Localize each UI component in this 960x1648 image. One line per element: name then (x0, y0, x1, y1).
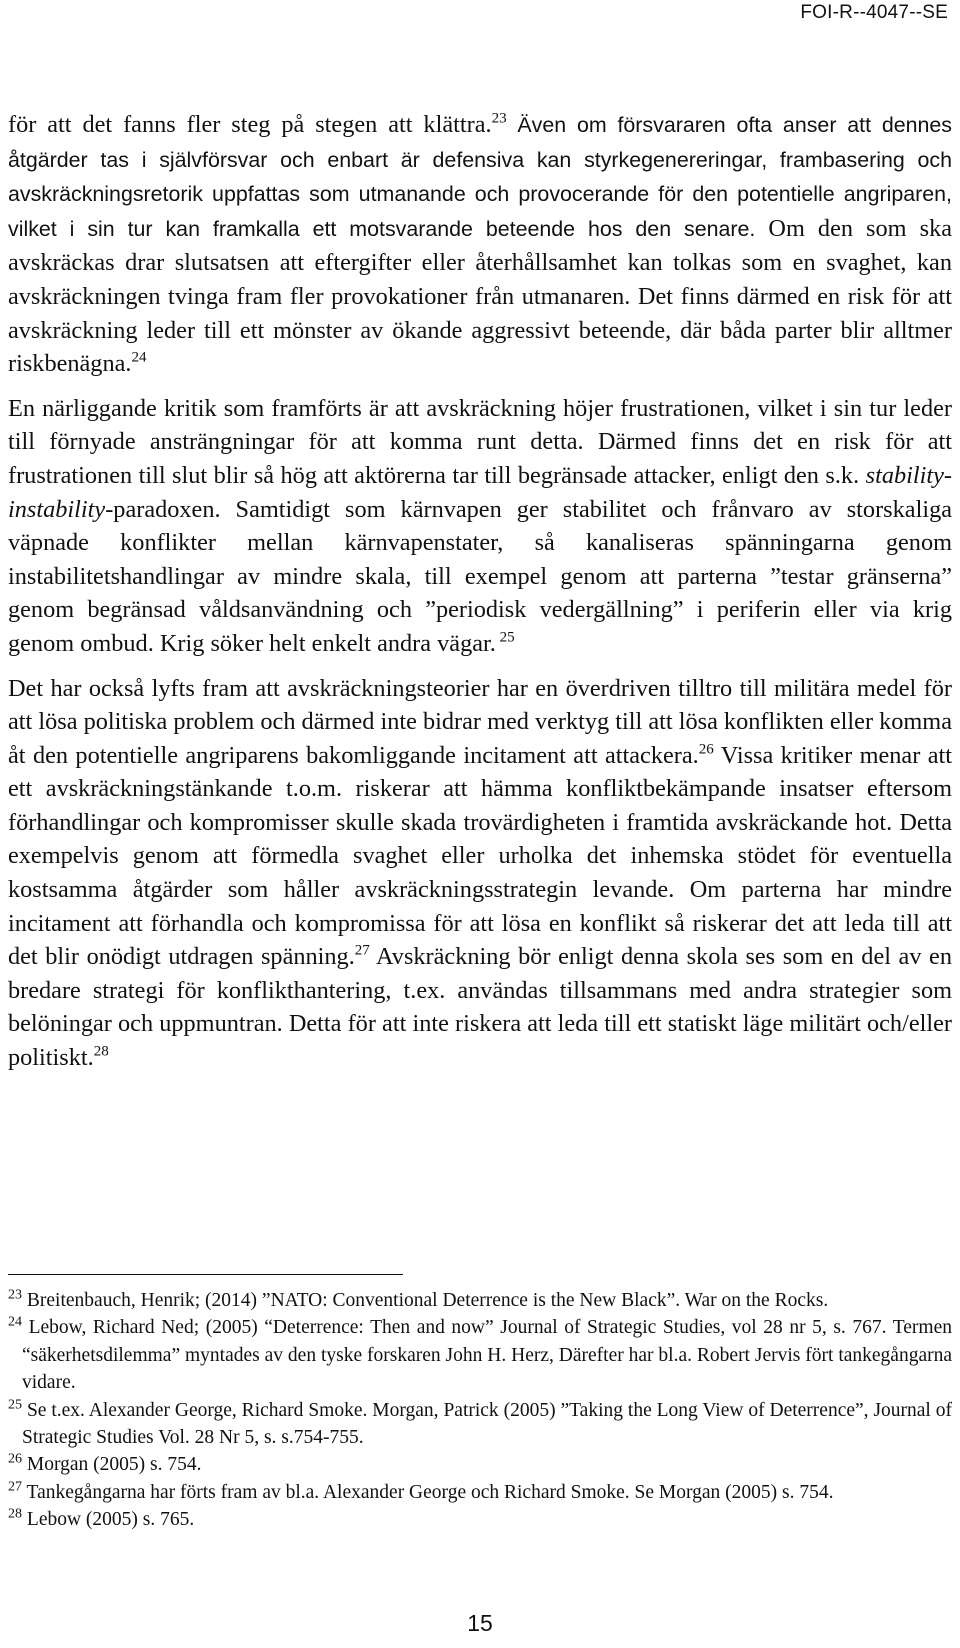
footnote-27 (8, 1479, 952, 1506)
footnote-24 (8, 1314, 952, 1396)
footnote-number: 24 (8, 1313, 23, 1330)
paragraph-3-text-b: Vissa kritiker menar att ett avskräckningstänkande t.o.m. riskerar att hämma konfliktbekämpande insatser eftersom förhandlingar och kompromisser skulle skada trovärdigheten i framtida avskräckande hot. Detta exempelvis genom att förmedla svaghet eller urholka det inhemska stödet för eventuella kostsamma åtgärder som håller avskräckningsstrategin levande. Om parterna har mindre incitament att förhandla och kompromissa för att lösa en konflikt så riskerar det att leda till att det blir onödigt utdragen spänning. (8, 741, 952, 971)
footnote-text: Breitenbauch, Henrik; (2014) ”NATO: Conventional Deterrence is the New Black”. War on the Rocks. (22, 1290, 829, 1311)
paragraph-1-text-a: för att det fanns fler steg på stegen att klättra. (8, 111, 492, 138)
footnote-ref-25[interactable]: 25 (495, 629, 515, 646)
footnote-ref-27[interactable]: 27 (354, 942, 370, 959)
footnote-number: 27 (8, 1478, 23, 1495)
page-number: 15 (467, 1610, 493, 1636)
paragraph-2-text-a: En närliggande kritik som framförts är att avskräckning höjer frustrationen, vilket i sin tur leder till förnyade ansträngningar för att komma runt detta. Därmed finns det en risk för att frustrationen till slut blir så hög att aktörerna tar till begränsade attacker, enligt den s.k. (8, 394, 952, 489)
paragraph-1-text-b: Även om försvararen ofta anser att dennes åtgärder tas i självförsvar och enbart är defensiva kan styrkegenereringar, frambasering och avskräckningsretorik uppfattas som utmanande och provocerande för den potentielle angriparen, vilket i sin tur kan framkalla ett motsvarande beteende hos den senare. (8, 113, 952, 241)
paragraph-3-text-c: Avskräckning bör enligt denna skola ses som en del av en bredare strategi för konflikthantering, t.ex. användas tillsammans med andra strategier som belöningar och uppmuntran. Detta för att inte riskera att leda till ett statiskt läge militärt och/eller politiskt. (8, 943, 952, 1072)
paragraph-2-text-b: -paradoxen. Samtidigt som kärnvapen ger stabilitet och frånvaro av storskaliga väpnade konflikter mellan kärnvapenstater, så kanaliseras spänningarna genom instabilitetshandlingar av mindre skala, till exempel genom att parterna ”testar gränserna” genom begränsad våldsanvändning och ”periodisk vedergällning” i periferin eller via krig genom ombud. Krig söker helt enkelt andra vägar. (8, 495, 952, 657)
report-id-header: FOI-R--4047--SE (800, 2, 948, 23)
footnote-text: Lebow (2005) s. 765. (22, 1509, 195, 1531)
footnote-26 (8, 1451, 952, 1478)
footnote-ref-28[interactable]: 28 (93, 1043, 109, 1060)
footnote-ref-24[interactable]: 24 (131, 349, 147, 366)
footnote-number: 25 (8, 1395, 23, 1412)
paragraph-1 (8, 108, 952, 381)
footnote-23 (8, 1287, 952, 1314)
footnote-28 (8, 1506, 952, 1533)
footnote-text: Lebow, Richard Ned; (2005) “Deterrence: Then and now” Journal of Strategic Studies, vol 28 nr 5, s. 767. Termen “säkerhetsdilemma” myntades av den tyske forskaren John H. Herz, Därefter har bl.a. Robert Jervis fört tankegångarna vidare. (22, 1317, 952, 1394)
footnote-25 (8, 1397, 952, 1452)
body-text (8, 108, 952, 1075)
footnote-ref-26[interactable]: 26 (698, 741, 714, 758)
footnote-ref-23[interactable]: 23 (491, 110, 507, 127)
paragraph-1-text-c: Om den som ska avskräckas drar slutsatsen att eftergifter eller återhållsamhet kan tolkas som en svaghet, kan avskräckningen tvinga fram fler provokationer från utmanaren. Det finns därmed en risk för att avskräckning leder till ett mönster av ökande aggressivt beteende, där båda parter blir alltmer riskbenägna. (8, 214, 953, 378)
paragraph-2 (8, 392, 952, 661)
footnote-number: 28 (8, 1505, 23, 1522)
footnote-separator (8, 1274, 403, 1275)
paragraph-2-italic-term: stability-instability (8, 461, 952, 523)
footnote-text: Tankegångarna har förts fram av bl.a. Alexander George och Richard Smoke. Se Morgan (2005) s. 754. (22, 1481, 834, 1503)
footnote-text: Se t.ex. Alexander George, Richard Smoke. Morgan, Patrick (2005) ”Taking the Long View of Deterrence”, Journal of Strategic Studies Vol. 28 Nr 5, s. s.754-755. (22, 1399, 952, 1449)
footnotes (8, 1287, 952, 1534)
footnote-text: Morgan (2005) s. 754. (22, 1454, 202, 1476)
paragraph-3 (8, 672, 952, 1075)
footnote-number: 26 (8, 1450, 23, 1467)
paragraph-3-text-a: Det har också lyfts fram att avskräckningsteorier har en överdriven tilltro till militära medel för att lösa politiska problem och därmed inte bidrar med verktyg till att lösa konflikten eller komma åt den potentielle angriparens bakomliggande incitament att attackera. (8, 674, 952, 769)
footnote-number: 23 (8, 1286, 23, 1303)
